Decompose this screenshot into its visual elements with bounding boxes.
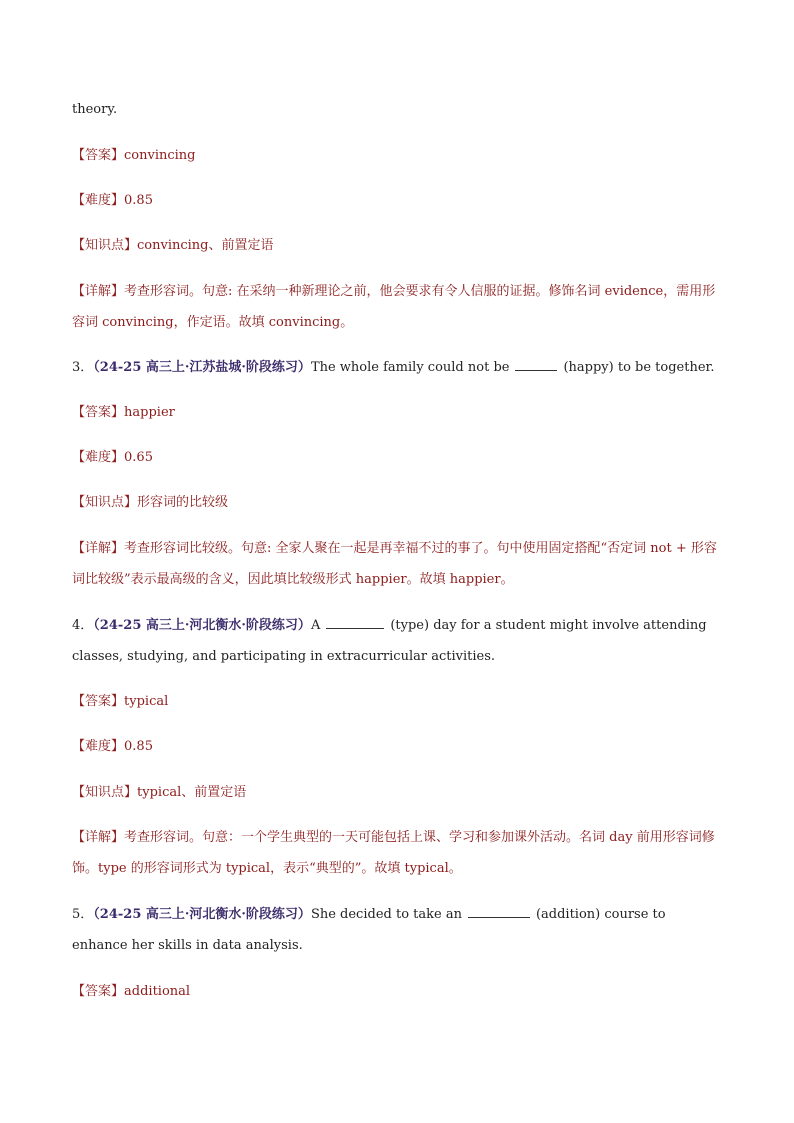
answer-value: typical <box>124 694 169 709</box>
detail-value: 考查形容词比较级。句意: 全家人聚在一起是再幸福不过的事了。句中使用固定搭配“否定词 not + 形容词比较级”表示最高级的含义，因此填比较级形式 happier。故填 happier。 <box>72 541 717 587</box>
answer-blank[interactable] <box>468 905 530 918</box>
knowledge-value: convincing、前置定语 <box>137 238 274 253</box>
question-text-before: She decided to take an <box>310 907 462 922</box>
knowledge-value: typical、前置定语 <box>137 785 247 800</box>
question-number: 4． <box>72 618 94 633</box>
answer-label: 【答案】 <box>72 405 125 420</box>
detail-label: 【详解】 <box>72 284 125 299</box>
question-text-after: (addition) course to enhance her skills in data analysis. <box>72 907 666 953</box>
answer-label: 【答案】 <box>72 984 125 999</box>
question-text-after: (happy) to be together. <box>563 360 715 375</box>
difficulty-row-4 <box>72 737 153 757</box>
difficulty-label: 【难度】 <box>72 193 125 208</box>
question-source: （24-25 高三上·河北衡水·阶段练习） <box>93 907 311 922</box>
answer-blank[interactable] <box>515 358 557 371</box>
detail-row-4 <box>72 822 724 884</box>
question-text-before: The whole family could not be <box>310 360 510 375</box>
question-4 <box>72 610 724 672</box>
answer-value: happier <box>124 405 175 420</box>
question-text-before: A <box>310 618 321 633</box>
question-3 <box>72 358 714 378</box>
question-source: （24-25 高三上·河北衡水·阶段练习） <box>93 618 311 633</box>
difficulty-label: 【难度】 <box>72 450 125 465</box>
difficulty-row-2 <box>72 191 153 211</box>
difficulty-value: 0.65 <box>124 450 153 465</box>
answer-row-2 <box>72 146 196 166</box>
knowledge-label: 【知识点】 <box>72 495 138 510</box>
knowledge-row-3 <box>72 493 228 513</box>
answer-row-4 <box>72 692 168 712</box>
detail-label: 【详解】 <box>72 541 125 556</box>
knowledge-row-4 <box>72 783 246 803</box>
question-5 <box>72 899 724 961</box>
question-source: （24-25 高三上·江苏盐城·阶段练习） <box>93 360 311 375</box>
knowledge-row-2 <box>72 236 274 256</box>
knowledge-label: 【知识点】 <box>72 238 138 253</box>
detail-row-3 <box>72 533 724 595</box>
difficulty-value: 0.85 <box>124 193 153 208</box>
detail-label: 【详解】 <box>72 830 125 845</box>
difficulty-label: 【难度】 <box>72 739 125 754</box>
knowledge-label: 【知识点】 <box>72 785 138 800</box>
intro-line: theory. <box>72 102 118 117</box>
knowledge-value: 形容词的比较级 <box>137 495 229 510</box>
difficulty-row-3 <box>72 448 153 468</box>
difficulty-value: 0.85 <box>124 739 153 754</box>
answer-value: additional <box>124 984 191 999</box>
answer-blank[interactable] <box>326 616 384 629</box>
answer-label: 【答案】 <box>72 694 125 709</box>
answer-value: convincing <box>124 148 196 163</box>
question-text-after: (type) day for a student might involve attending classes, studying, and participating in extracurricular activities. <box>72 618 707 664</box>
answer-row-3 <box>72 403 175 423</box>
question-number: 5． <box>72 907 94 922</box>
detail-row-2 <box>72 276 724 338</box>
answer-row-5 <box>72 982 190 1002</box>
detail-value: 考查形容词。句意：一个学生典型的一天可能包括上课、学习和参加课外活动。名词 day 前用形容词修饰。type 的形容词形式为 typical，表示“典型的”。故填 typical。 <box>72 830 715 876</box>
answer-label: 【答案】 <box>72 148 125 163</box>
question-number: 3． <box>72 360 94 375</box>
detail-value: 考查形容词。句意: 在采纳一种新理论之前，他会要求有令人信服的证据。修饰名词 evidence，需用形容词 convincing，作定语。故填 convincing。 <box>72 284 716 330</box>
